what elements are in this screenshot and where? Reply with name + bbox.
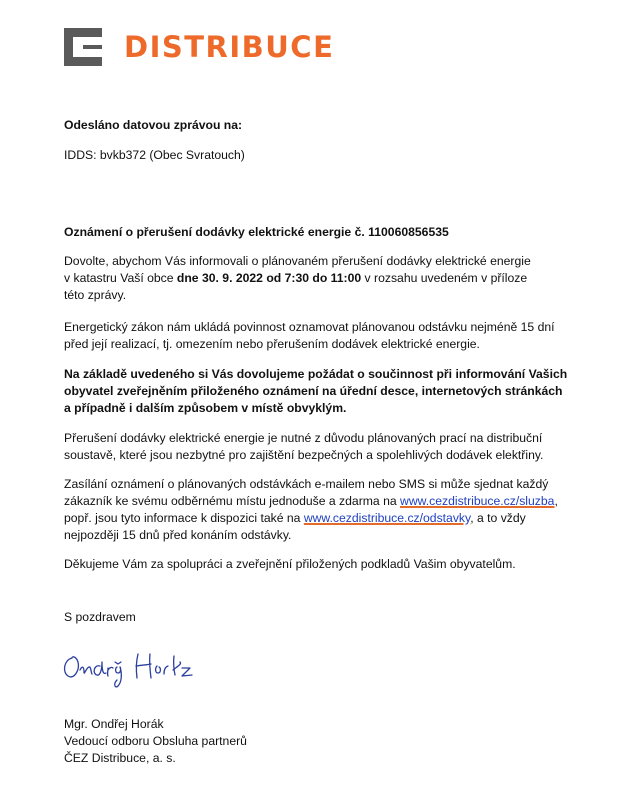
thanks: Děkujeme Vám za spolupráci a zveřejnění přiložených podkladů Vašim obyvatelům. xyxy=(64,557,516,571)
signer-block xyxy=(64,716,247,767)
signer-company: ČEZ Distribuce, a. s. xyxy=(64,751,176,765)
greeting: S pozdravem xyxy=(64,610,136,624)
text-line: popř. jsou tyto informace k dispozici také na www.cezdistribuce.cz/odstavky, a to vždy xyxy=(64,511,526,525)
signer-role: Vedoucí odboru Obsluha partnerů xyxy=(64,734,247,748)
sent-heading: Odesláno datovou zprávou na: xyxy=(64,118,243,132)
signer-name: Mgr. Ondřej Horák xyxy=(64,717,164,731)
text-line: soustavě, které jsou nezbytné pro zajištění bezpečných a spolehlivých dodávek elektřiny. xyxy=(64,448,544,462)
link-sluzba[interactable]: www.cezdistribuce.cz/sluzba xyxy=(400,494,555,508)
text-line: a případně i dalším způsobem v místě obvyklým. xyxy=(64,401,347,415)
handwritten-signature xyxy=(60,640,210,690)
text-line: Dovolte, abychom Vás informovali o plánovaném přerušení dodávky elektrické energie xyxy=(64,254,531,268)
recipient: IDDS: bvkb372 (Obec Svratouch) xyxy=(64,148,245,162)
paragraph-reason xyxy=(64,430,543,464)
paragraph-law xyxy=(64,319,555,353)
text-line: Zasílání oznámení o plánovaných odstávkách e-mailem nebo SMS si může sjednat každý xyxy=(64,477,549,491)
paragraph-request xyxy=(64,366,567,417)
paragraph-announcement xyxy=(64,253,531,304)
outage-date: dne 30. 9. 2022 od 7:30 do 11:00 xyxy=(176,271,362,285)
cez-logo-icon xyxy=(64,28,102,66)
text-line: obyvatel zveřejněním přiloženého oznámení na úřední desce, internetových stránkách xyxy=(64,384,563,398)
text-line: v katastru Vaší obce dne 30. 9. 2022 od 7:30 do 11:00 v rozsahu uvedeném v příloze xyxy=(64,271,528,285)
paragraph-notifications xyxy=(64,476,558,544)
text-line: nejpozději 15 dnů před konáním odstávky. xyxy=(64,528,292,542)
link-odstavky[interactable]: www.cezdistribuce.cz/odstavky xyxy=(303,511,471,525)
text-line: Přerušení dodávky elektrické energie je nutné z důvodu plánovaných prací na distribuční xyxy=(64,431,543,445)
notice-title: Oznámení o přerušení dodávky elektrické energie č. 110060856535 xyxy=(64,225,449,239)
cez-distribuce-logo xyxy=(64,28,334,66)
text-line: Energetický zákon nám ukládá povinnost oznamovat plánovanou odstávku nejméně 15 dní xyxy=(64,320,555,334)
text-line: této zprávy. xyxy=(64,288,127,302)
text-line: Na základě uvedeného si Vás dovolujeme požádat o součinnost při informování Vašich xyxy=(64,367,568,381)
brand-name: DISTRIBUCE xyxy=(124,30,335,64)
text-line: zákazník ke svému odběrnému místu jednoduše a zdarma na www.cezdistribuce.cz/sluzba, xyxy=(64,494,558,508)
text-line: před její realizací, tj. omezením nebo přerušením dodávek elektrické energie. xyxy=(64,337,480,351)
